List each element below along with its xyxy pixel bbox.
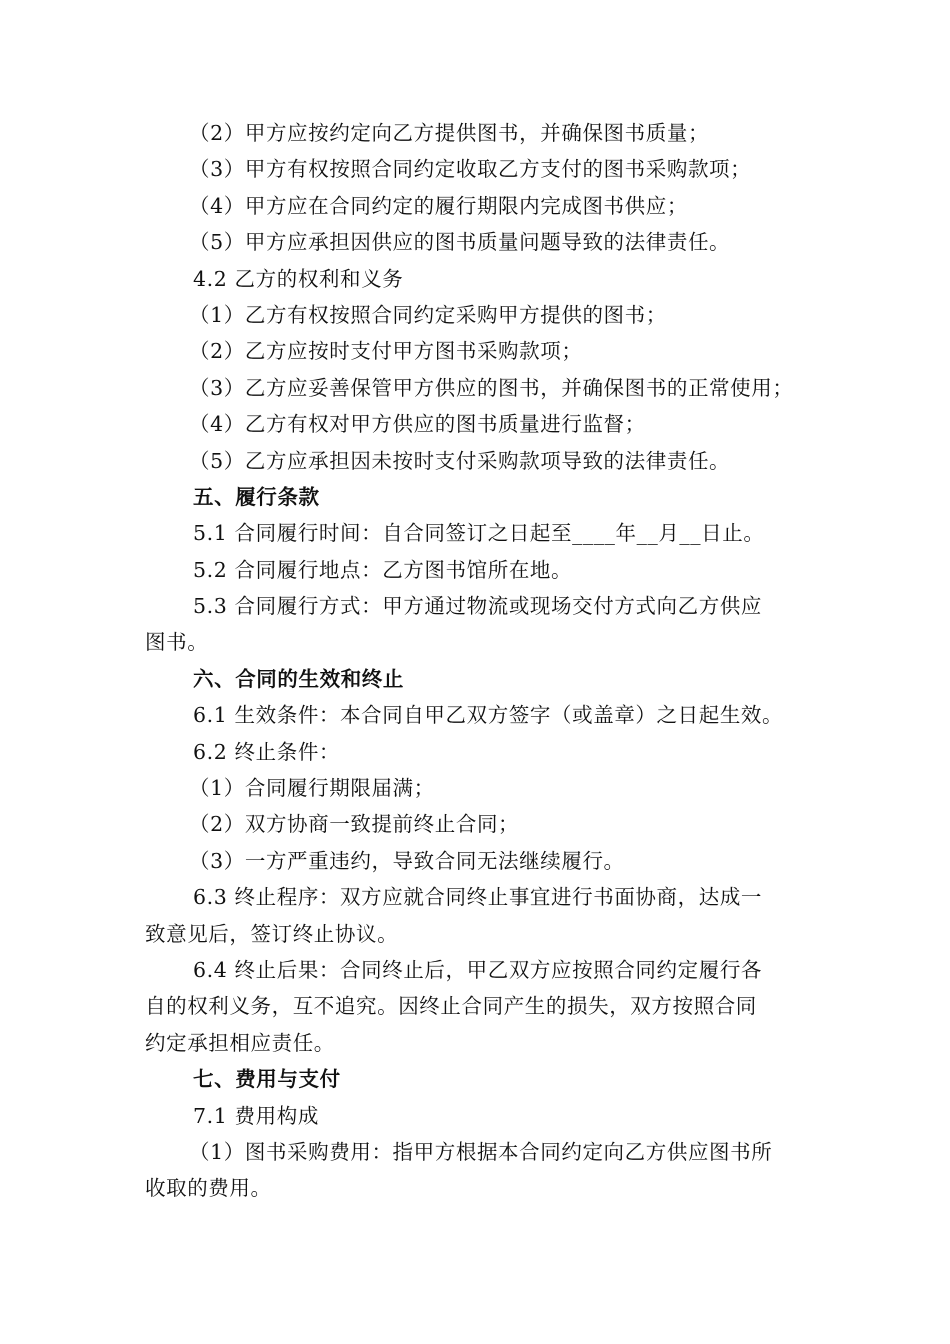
clause-7-1-item-1-line-2: 收取的费用。 <box>145 1176 272 1201</box>
section-5-heading: 五、履行条款 <box>193 484 320 509</box>
clause-6-1: 6.1 生效条件：本合同自甲乙双方签字（或盖章）之日起生效。 <box>193 703 784 728</box>
list-item: （1）合同履行期限届满； <box>189 776 435 801</box>
clause-7-1: 7.1 费用构成 <box>193 1103 319 1128</box>
list-item: （2）乙方应按时支付甲方图书采购款项； <box>189 339 583 364</box>
clause-5-2: 5.2 合同履行地点：乙方图书馆所在地。 <box>193 557 573 582</box>
list-item: （5）乙方应承担因未按时支付采购款项导致的法律责任。 <box>189 448 731 473</box>
clause-5-3-line-2: 图书。 <box>145 630 209 655</box>
clause-6-3-line-2: 致意见后，签订终止协议。 <box>145 921 399 946</box>
clause-6-4-line-1: 6.4 终止后果：合同终止后，甲乙双方应按照合同约定履行各 <box>193 957 763 982</box>
list-item: （3）甲方有权按照合同约定收取乙方支付的图书采购款项； <box>189 157 752 182</box>
section-6-heading: 六、合同的生效和终止 <box>193 666 404 691</box>
list-item: （3）乙方应妥善保管甲方供应的图书，并确保图书的正常使用； <box>189 375 794 400</box>
list-item: （1）乙方有权按照合同约定采购甲方提供的图书； <box>189 302 667 327</box>
clause-5-3-line-1: 5.3 合同履行方式：甲方通过物流或现场交付方式向乙方供应 <box>193 594 763 619</box>
list-item: （2）甲方应按约定向乙方提供图书，并确保图书质量； <box>189 121 710 145</box>
document-body <box>145 115 813 1207</box>
clause-4-2-heading: 4.2 乙方的权利和义务 <box>193 266 404 291</box>
list-item: （4）乙方有权对甲方供应的图书质量进行监督； <box>189 412 646 437</box>
clause-7-1-item-1-line-1: （1）图书采购费用：指甲方根据本合同约定向乙方供应图书所 <box>189 1139 773 1164</box>
clause-6-4-line-2: 自的权利义务，互不追究。因终止合同产生的损失，双方按照合同 <box>145 994 757 1019</box>
clause-5-1: 5.1 合同履行时间：自合同签订之日起至____年__月__日止。 <box>193 521 765 546</box>
section-7-heading: 七、费用与支付 <box>193 1067 341 1092</box>
clause-6-2: 6.2 终止条件： <box>193 739 341 764</box>
list-item: （2）双方协商一致提前终止合同； <box>189 812 520 837</box>
list-item: （4）甲方应在合同约定的履行期限内完成图书供应； <box>189 193 688 218</box>
clause-6-3-line-1: 6.3 终止程序：双方应就合同终止事宜进行书面协商，达成一 <box>193 885 763 910</box>
list-item: （5）甲方应承担因供应的图书质量问题导致的法律责任。 <box>189 230 731 255</box>
clause-6-4-line-3: 约定承担相应责任。 <box>145 1030 335 1055</box>
list-item: （3）一方严重违约，导致合同无法继续履行。 <box>189 848 625 873</box>
